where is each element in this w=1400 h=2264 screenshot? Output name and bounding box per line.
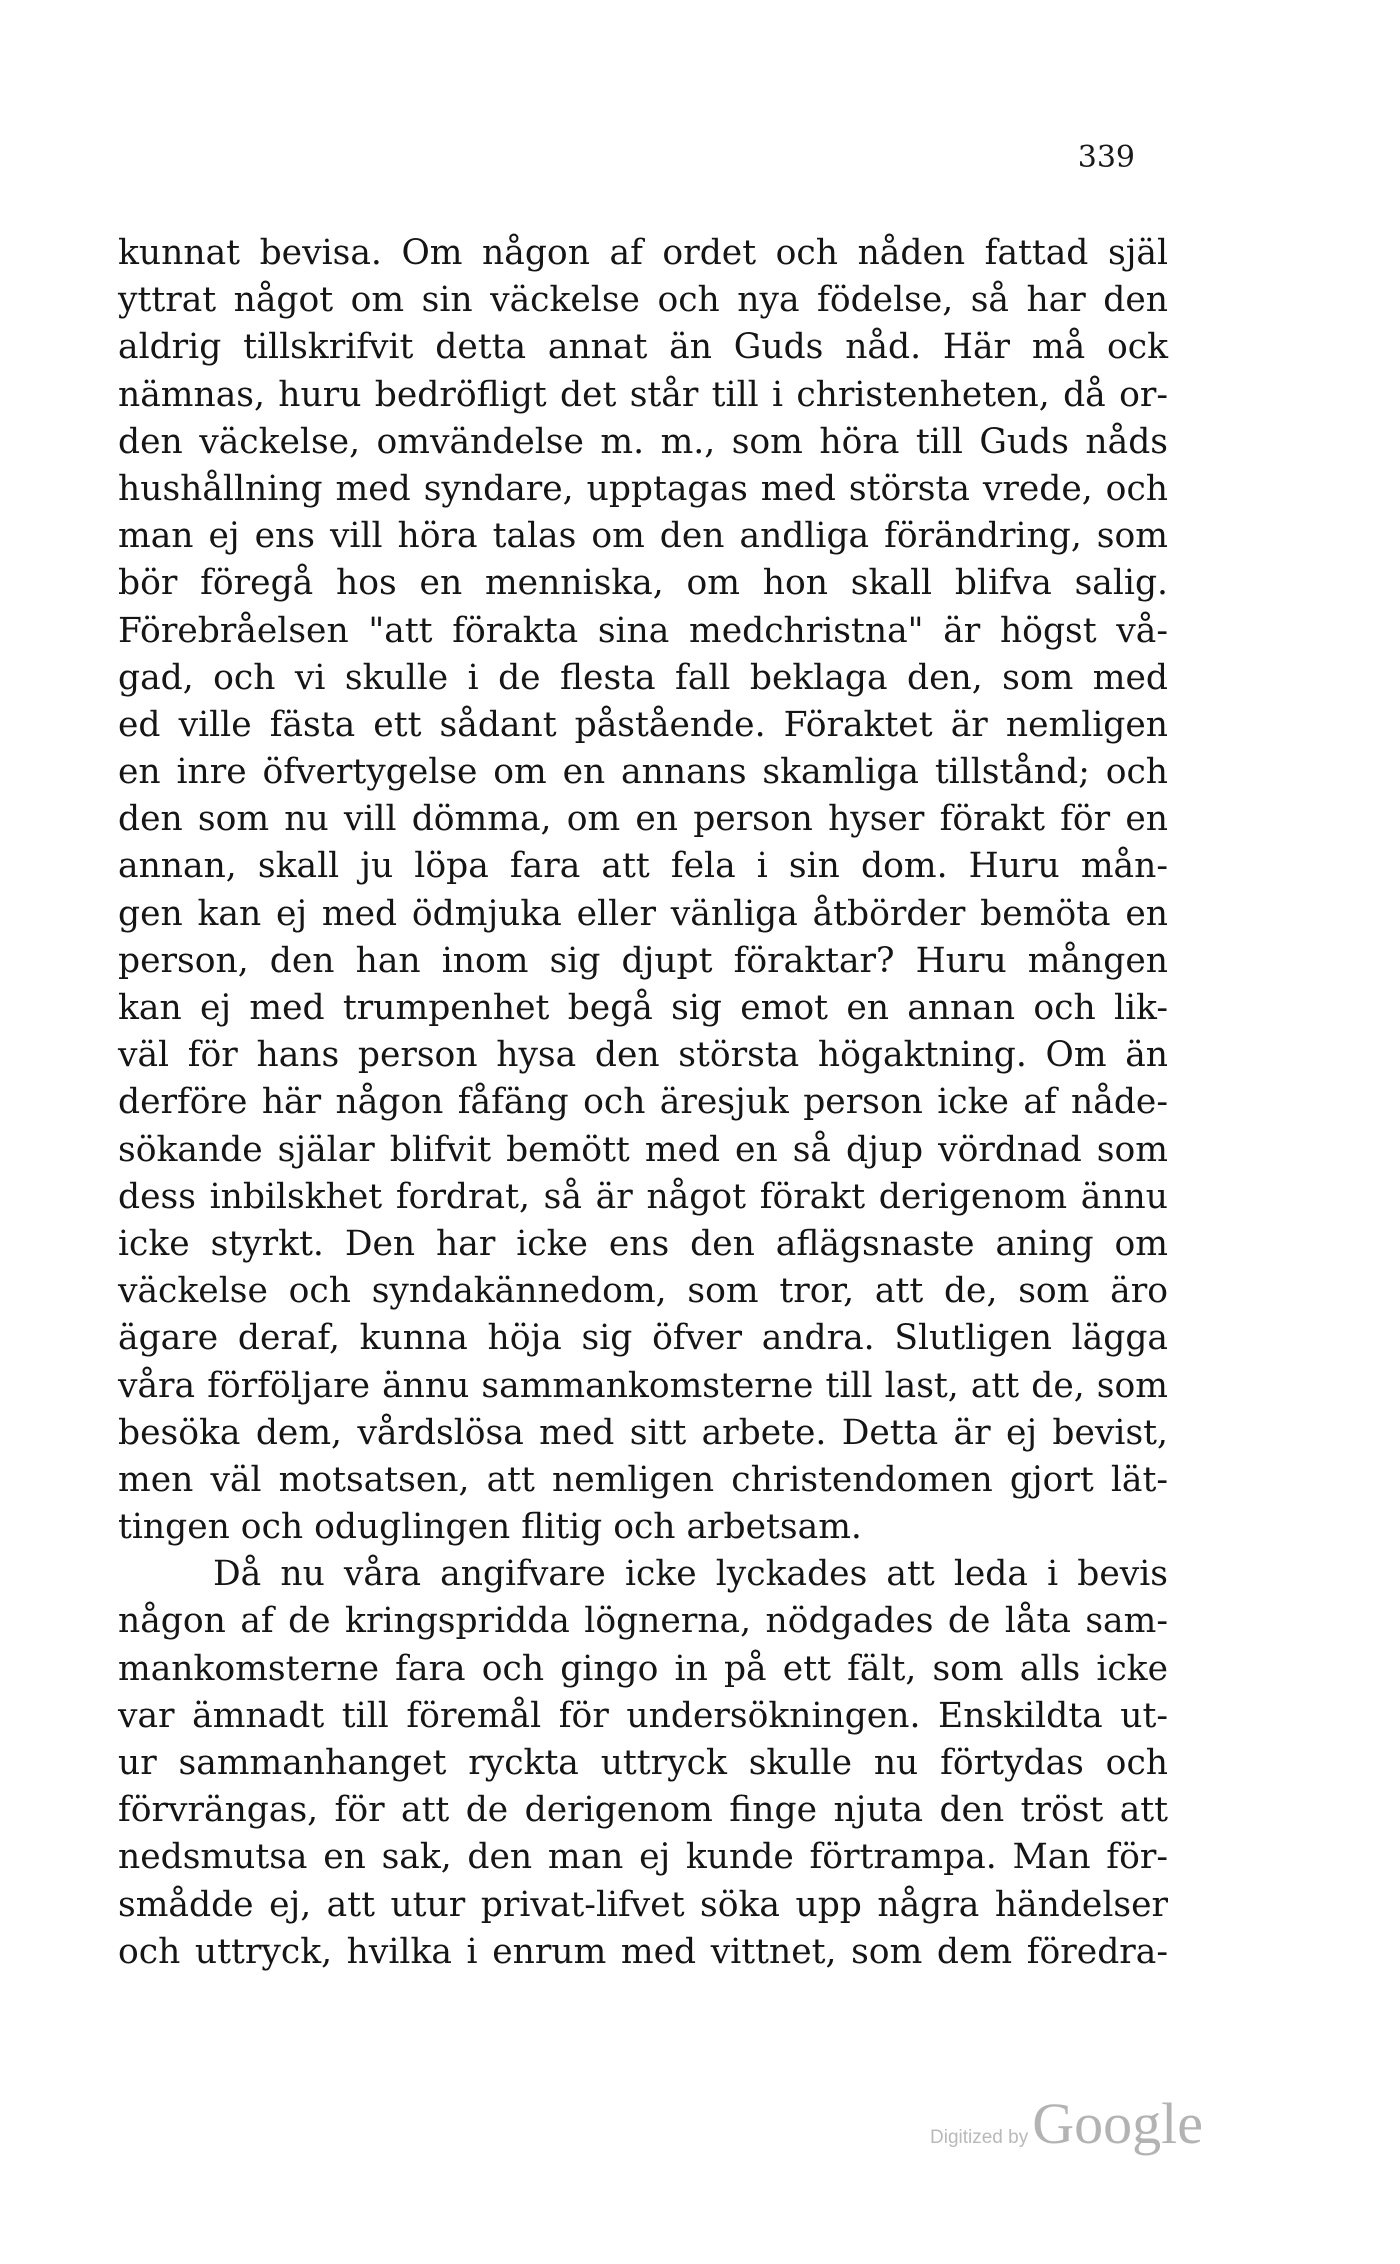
text-line: kunnat bevisa. Om någon af ordet och nåden fattad själ [118, 233, 1168, 273]
text-line: förvrängas, för att de derigenom finge njuta den tröst att [118, 1790, 1168, 1831]
text-line: våra förföljare ännu sammankomsterne till last, att de, som [118, 1365, 1168, 1406]
text-line: derföre här någon fåfäng och äresjuk person icke af nåde- [118, 1082, 1168, 1123]
text-line: hushållning med syndare, upptagas med största vrede, och [118, 468, 1168, 509]
text-line: gad, och vi skulle i de flesta fall beklaga den, som med [118, 657, 1168, 698]
text-line: yttrat något om sin väckelse och nya födelse, så har den [118, 280, 1168, 321]
text-line: annan, skall ju löpa fara att fela i sin dom. Huru mån- [118, 846, 1168, 887]
digitized-watermark [930, 2090, 1203, 2160]
text-line: smådde ej, att utur privat-lifvet söka upp några händelser [118, 1884, 1168, 1925]
text-line: nämnas, huru bedröfligt det står till i christenheten, då or- [118, 374, 1168, 415]
text-line: en inre öfvertygelse om en annans skamliga tillstånd; och [118, 752, 1168, 793]
text-line: gen kan ej med ödmjuka eller vänliga åtbörder bemöta en [118, 893, 1168, 934]
text-line: men väl motsatsen, att nemligen christendomen gjort lät- [118, 1459, 1168, 1500]
text-line: ägare deraf, kunna höja sig öfver andra. Slutligen lägga [118, 1318, 1168, 1359]
watermark-prefix: Digitized by [930, 2127, 1029, 2148]
text-line: den som nu vill dömma, om en person hyser förakt för en [118, 799, 1168, 840]
text-line: bör föregå hos en menniska, om hon skall blifva salig. [118, 563, 1168, 604]
text-line: ur sammanhanget ryckta uttryck skulle nu förtydas och [118, 1743, 1168, 1783]
text-line: och uttryck, hvilka i enrum med vittnet, som dem föredra- [118, 1931, 1168, 1972]
text-line: mankomsterne fara och gingo in på ett fält, som alls icke [118, 1648, 1168, 1689]
text-line: Förebråelsen "att förakta sina medchristna" är högst vå- [118, 610, 1168, 651]
text-line: dess inbilskhet fordrat, så är något förakt derigenom ännu [118, 1176, 1168, 1217]
text-line: aldrig tillskrifvit detta annat än Guds nåd. Här må ock [118, 327, 1168, 368]
text-line: väl för hans person hysa den största högaktning. Om än [118, 1035, 1168, 1076]
text-line: icke styrkt. Den har icke ens den aflägsnaste aning om [118, 1223, 1168, 1264]
text-line: någon af de kringspridda lögnerna, nödgades de låta sam- [118, 1601, 1168, 1642]
text-line: ed ville fästa ett sådant påstående. Föraktet är nemligen [118, 704, 1168, 745]
text-line-paragraph-start: Då nu våra angifvare icke lyckades att leda i bevis [213, 1554, 1168, 1595]
text-line: besöka dem, vårdslösa med sitt arbete. Detta är ej bevist, [118, 1412, 1168, 1453]
text-line: man ej ens vill höra talas om den andliga förändring, som [118, 516, 1168, 557]
google-logo: Google [1032, 2091, 1203, 2156]
text-line-paragraph-end: tingen och oduglingen flitig och arbetsam. [118, 1507, 862, 1548]
text-line: sökande själar blifvit bemött med en så djup vördnad som [118, 1129, 1168, 1170]
text-line: kan ej med trumpenhet begå sig emot en annan och lik- [118, 988, 1168, 1028]
text-line: nedsmutsa en sak, den man ej kunde förtrampa. Man för- [118, 1837, 1168, 1878]
text-line: väckelse och syndakännedom, som tror, att de, som äro [118, 1271, 1168, 1312]
page-number: 339 [1077, 140, 1135, 175]
body-text [118, 230, 1168, 1976]
text-line: var ämnadt till föremål för undersökningen. Enskildta ut- [118, 1695, 1168, 1736]
text-line: person, den han inom sig djupt föraktar? Huru mången [118, 940, 1168, 981]
text-line: den väckelse, omvändelse m. m., som höra till Guds nåds [118, 421, 1168, 462]
